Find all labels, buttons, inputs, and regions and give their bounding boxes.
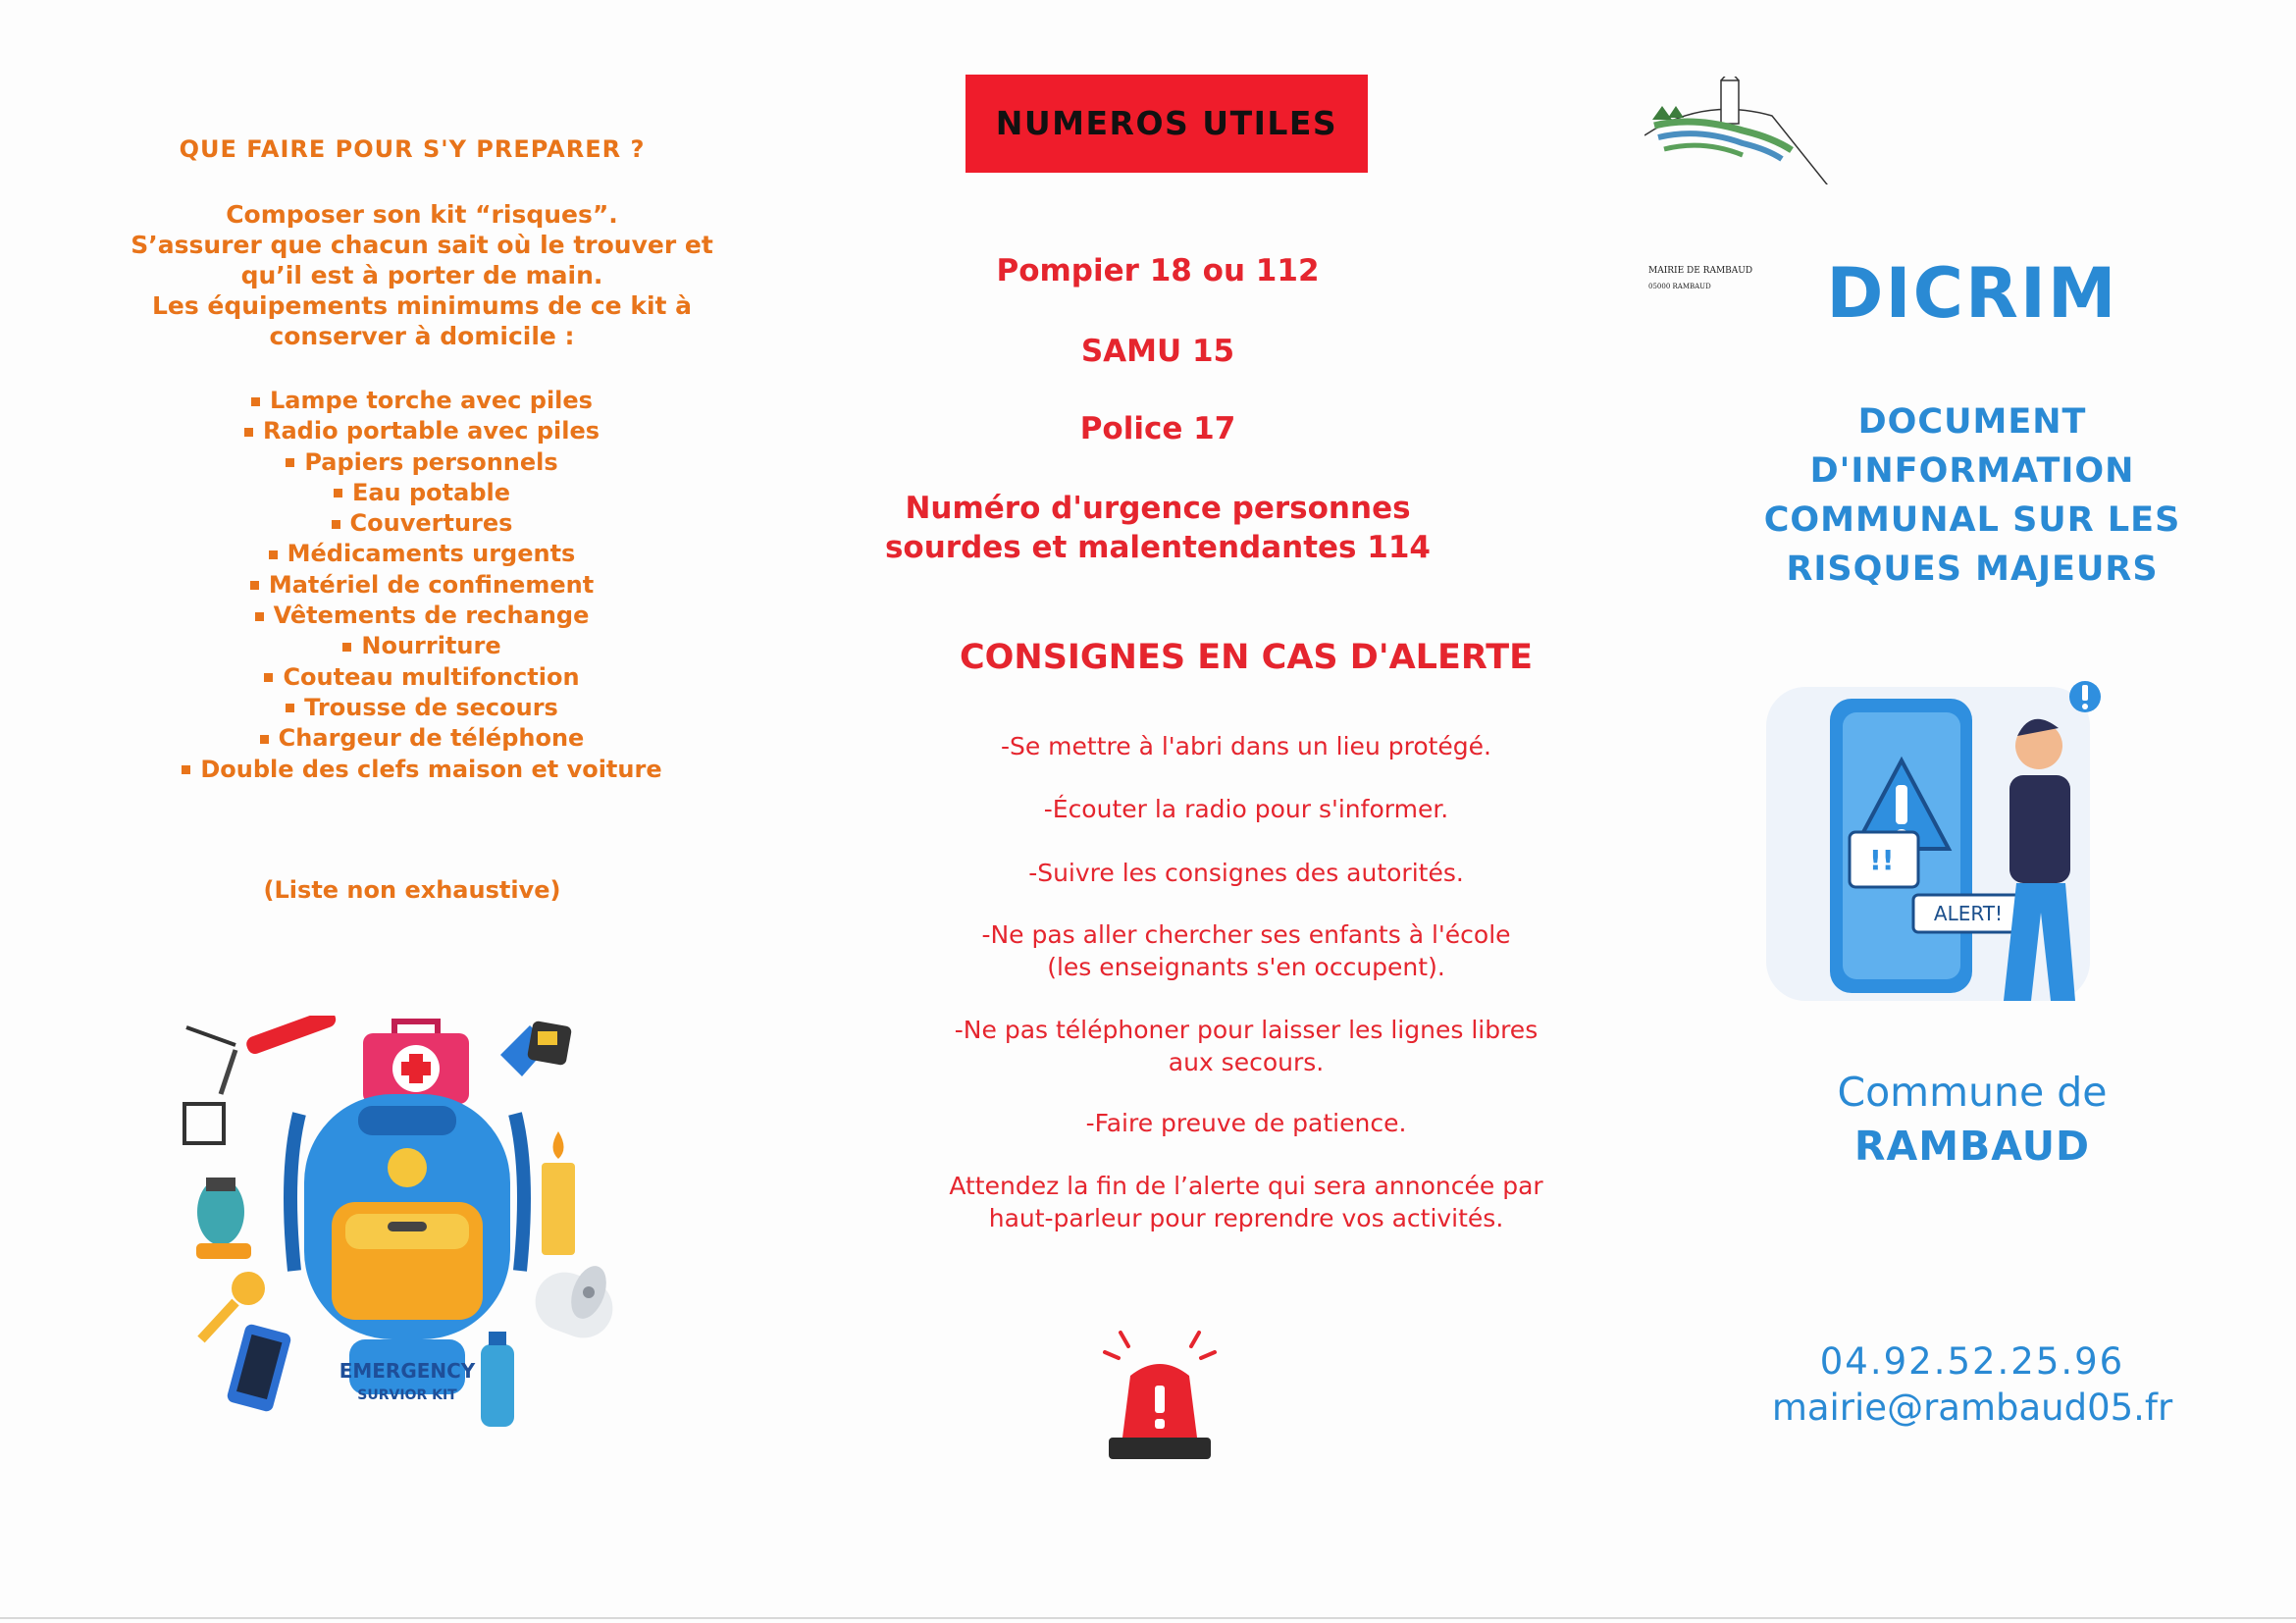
numeros-utiles-title: NUMEROS UTILES [995, 104, 1338, 142]
water-bottle-icon [481, 1332, 514, 1427]
bullet-square-icon [250, 581, 259, 590]
phone-samu: SAMU 15 [1080, 334, 1235, 369]
kit-item: Radio portable avec piles [0, 416, 844, 446]
logo-text-address: 05000 RAMBAUD [1648, 283, 1711, 290]
closing-note: Attendez la fin de l’alerte qui sera annoncée par haut-parleur pour reprendre vos activités. [949, 1172, 1543, 1232]
consigne-item: -Suivre les consignes des autorités. [1028, 859, 1464, 887]
svg-text:!!: !! [1869, 844, 1895, 876]
bullet-square-icon [264, 673, 273, 682]
flashlight-icon [500, 1021, 572, 1076]
consigne-item: -Se mettre à l'abri dans un lieu protégé. [1000, 732, 1492, 760]
left-panel [0, 0, 844, 1623]
village-logo-icon [1644, 77, 1831, 184]
consigne-item: -Ne pas aller chercher ses enfants à l'école (les enseignants s'en occupent). [981, 920, 1511, 981]
bullet-square-icon [286, 458, 294, 467]
knife-icon [186, 1016, 338, 1094]
first-aid-kit-icon [363, 1021, 469, 1104]
kit-item: Chargeur de téléphone [0, 723, 844, 754]
phone-police: Police 17 [1079, 411, 1236, 446]
numeros-utiles-banner [965, 75, 1368, 173]
bullet-square-icon [269, 550, 278, 559]
phone-urgence-sourds: Numéro d'urgence personnes sourdes et malentendantes 114 [884, 491, 1432, 565]
dicrim-title: DICRIM [1826, 253, 2118, 334]
kit-item: Nourriture [0, 631, 844, 661]
kit-label-2: SURVIOR KIT [357, 1387, 457, 1403]
intro-line: Les équipements minimums de ce kit à [151, 291, 693, 320]
bullet-square-icon [342, 643, 351, 652]
kit-item: Trousse de secours [0, 693, 844, 723]
phone-pompier: Pompier 18 ou 112 [996, 253, 1320, 288]
commune-name: RAMBAUD [1853, 1123, 2091, 1170]
phone-alert-illustration [1747, 677, 2198, 1011]
list-note: (Liste non exhaustive) [263, 876, 561, 904]
scan-edge-line [0, 1617, 2296, 1619]
smartphone-icon [226, 1323, 292, 1413]
consigne-item: -Faire preuve de patience. [1085, 1109, 1407, 1137]
candle-icon [542, 1131, 575, 1255]
alert-label: ALERT! [1933, 902, 2004, 925]
bullet-square-icon [334, 489, 342, 497]
document-subtitle: DOCUMENT D'INFORMATION COMMUNAL SUR LES RISQUES MAJEURS [1763, 402, 2181, 589]
kit-label-1: EMERGENCY [339, 1359, 476, 1383]
lantern-icon [184, 1104, 251, 1259]
kit-item: Matériel de confinement [0, 570, 844, 601]
kit-list [0, 386, 844, 785]
kit-item: Double des clefs maison et voiture [0, 755, 844, 785]
intro-line: conserver à domicile : [269, 322, 575, 350]
intro-line: S’assurer que chacun sait où le trouver et [130, 231, 713, 259]
consigne-item: -Ne pas téléphoner pour laisser les lignes libres aux secours. [954, 1016, 1539, 1076]
toilet-paper-icon [527, 1261, 621, 1346]
kit-item: Eau potable [0, 478, 844, 508]
kit-item: Couteau multifonction [0, 662, 844, 693]
bullet-square-icon [182, 765, 190, 774]
right-panel [1648, 0, 2296, 1623]
consigne-item: -Écouter la radio pour s'informer. [1043, 795, 1449, 823]
siren-icon [1101, 1325, 1219, 1462]
consignes-title: CONSIGNES EN CAS D'ALERTE [959, 638, 1534, 677]
kit-item: Médicaments urgents [0, 539, 844, 569]
mairie-logo [1648, 77, 1874, 290]
mairie-phone-number: 04.92.52.25.96 [1819, 1340, 2125, 1383]
emergency-kit-illustration [177, 1016, 648, 1447]
commune-label: Commune de [1837, 1069, 2108, 1116]
logo-text-mairie: MAIRIE DE RAMBAUD [1648, 266, 1753, 276]
intro-line: qu’il est à porter de main. [240, 261, 603, 289]
intro-line: Composer son kit “risques”. [226, 200, 618, 229]
kit-item: Papiers personnels [0, 447, 844, 478]
preparation-heading: QUE FAIRE POUR S'Y PREPARER ? [179, 135, 646, 163]
mairie-email: mairie@rambaud05.fr [1771, 1387, 2173, 1429]
bullet-square-icon [251, 397, 260, 406]
kit-item: Vêtements de rechange [0, 601, 844, 631]
kit-item: Couvertures [0, 508, 844, 539]
kit-item: Lampe torche avec piles [0, 386, 844, 416]
bullet-square-icon [244, 428, 253, 437]
preparation-intro [0, 199, 844, 351]
middle-panel [844, 0, 1648, 1623]
bullet-square-icon [332, 520, 340, 529]
bullet-square-icon [255, 612, 264, 621]
bullet-square-icon [260, 735, 269, 744]
bullet-square-icon [286, 704, 294, 712]
